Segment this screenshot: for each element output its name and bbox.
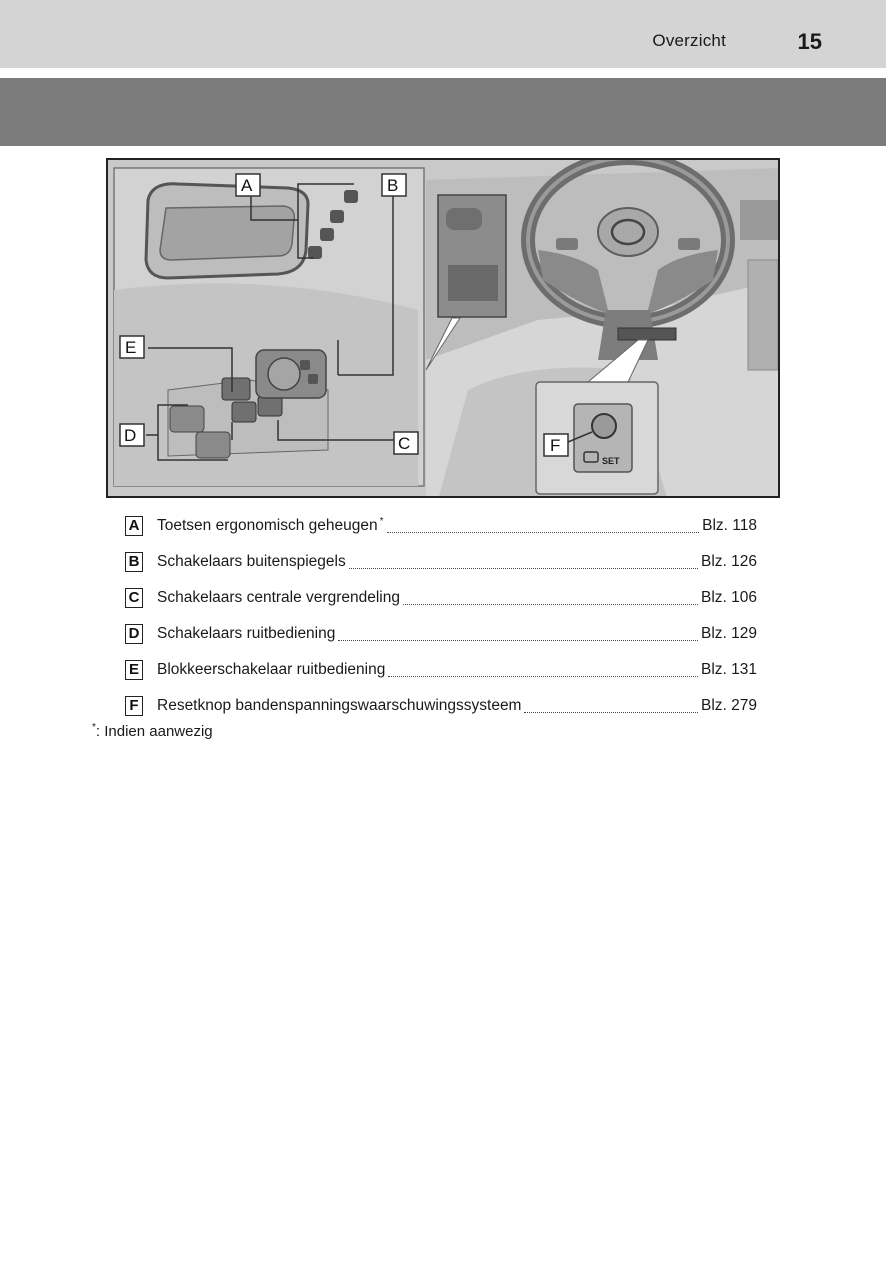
page-number: 15	[797, 29, 822, 54]
header-band	[0, 0, 886, 68]
dot-leader	[524, 712, 698, 713]
legend-list	[125, 508, 757, 724]
legend-letter: E	[125, 660, 143, 680]
legend-letter: D	[125, 624, 143, 644]
legend-item-a	[125, 508, 757, 544]
legend-page-ref[interactable]: Blz. 106	[700, 589, 757, 606]
dot-leader	[349, 568, 698, 569]
callout-d-label: D	[124, 426, 137, 445]
callout-a-label: A	[241, 176, 253, 195]
callout-e-label: E	[125, 338, 137, 357]
legend-page-ref[interactable]: Blz. 279	[700, 697, 757, 714]
legend-label: Blokkeerschakelaar ruitbediening	[157, 661, 386, 678]
legend-item-d	[125, 616, 757, 652]
legend-label: Toetsen ergonomisch geheugen *	[157, 516, 384, 535]
footnote-text: : Indien aanwezig	[95, 723, 213, 740]
callout-b-label: B	[387, 176, 399, 195]
section-title: Overzicht	[652, 31, 726, 50]
section-band	[0, 78, 886, 146]
legend-page-ref[interactable]: Blz. 126	[700, 553, 757, 570]
legend-letter: A	[125, 516, 143, 536]
set-button-label: SET	[602, 456, 620, 466]
legend-letter: F	[125, 696, 143, 716]
callout-c-label: C	[398, 434, 411, 453]
legend-item-b	[125, 544, 757, 580]
dot-leader	[403, 604, 698, 605]
footnote-marker: *	[92, 722, 96, 733]
dot-leader	[338, 640, 698, 641]
legend-label: Schakelaars buitenspiegels	[157, 553, 346, 570]
dot-leader	[387, 532, 700, 533]
legend-label: Schakelaars centrale vergrendeling	[157, 589, 400, 606]
dot-leader	[388, 676, 698, 677]
legend-label: Schakelaars ruitbediening	[157, 625, 336, 642]
legend-letter: C	[125, 588, 143, 608]
legend-item-c	[125, 580, 757, 616]
legend-item-e	[125, 652, 757, 688]
legend-page-ref[interactable]: Blz. 129	[700, 625, 757, 642]
legend-letter: B	[125, 552, 143, 572]
legend-item-f	[125, 688, 757, 724]
callout-f-label: F	[550, 436, 561, 455]
footnote-marker: *	[379, 516, 384, 528]
legend-page-ref[interactable]: Blz. 131	[700, 661, 757, 678]
legend-page-ref[interactable]: Blz. 118	[702, 517, 757, 534]
mirror-switch-icon	[256, 350, 326, 398]
footnote	[92, 722, 213, 740]
car-interior-drawing	[108, 160, 780, 498]
overview-illustration	[106, 158, 780, 498]
legend-label: Resetknop bandenspanningswaarschuwingssysteem	[157, 697, 522, 714]
